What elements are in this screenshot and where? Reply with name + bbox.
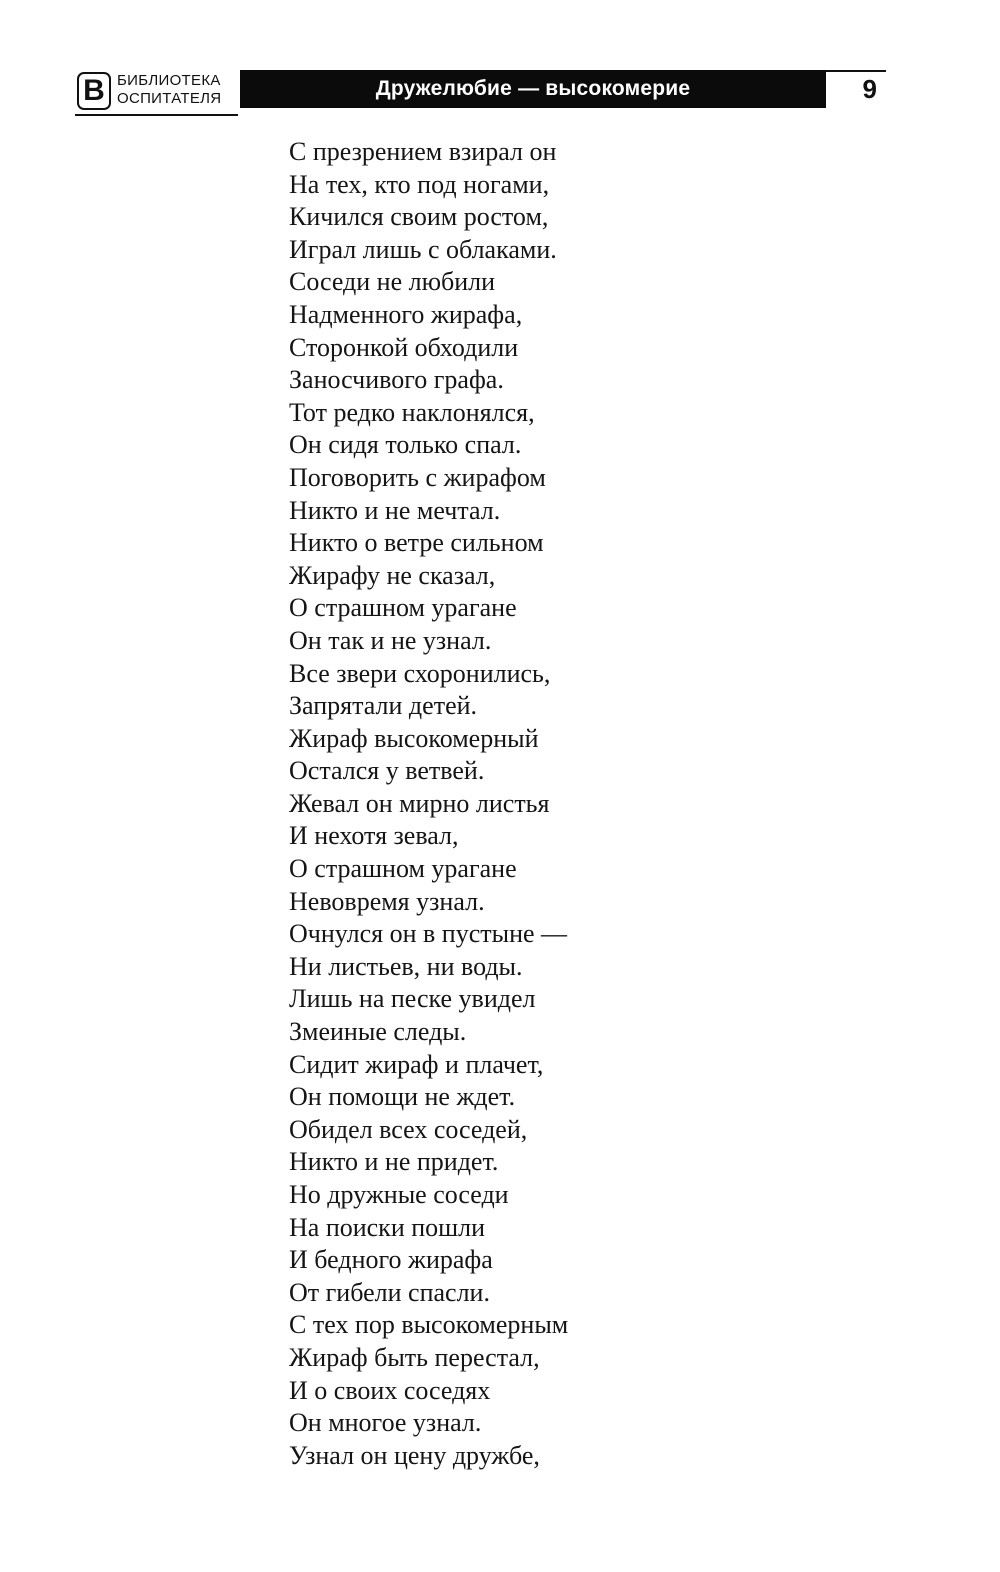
poem-line: Ни листьев, ни воды. bbox=[289, 951, 523, 981]
poem-line: Жирафу не сказал, bbox=[289, 560, 496, 590]
poem-line: Жевал он мирно листья bbox=[289, 788, 550, 818]
poem-line: Он так и не узнал. bbox=[289, 625, 492, 655]
poem-line: Но дружные соседи bbox=[289, 1180, 509, 1209]
poem-line: На тех, кто под ногами, bbox=[289, 169, 550, 199]
poem-line: Кичился своим ростом, bbox=[289, 202, 549, 232]
poem-line: Он многое узнал. bbox=[289, 1408, 482, 1438]
page-header bbox=[75, 66, 887, 118]
poem-line: Змеиные следы. bbox=[289, 1017, 467, 1047]
poem-line: Жираф быть перестал, bbox=[289, 1342, 540, 1372]
poem-line: Все звери схоронились, bbox=[289, 658, 551, 688]
poem-line: Играл лишь с облаками. bbox=[289, 234, 557, 264]
poem-line: Тот редко наклонялся, bbox=[289, 397, 535, 427]
poem-line: И о своих соседях bbox=[289, 1375, 491, 1405]
poem-line: С презрением взирал он bbox=[289, 137, 557, 166]
poem-line: О страшном урагане bbox=[289, 854, 517, 884]
poem-line: Узнал он цену дружбе, bbox=[289, 1440, 540, 1470]
poem-line: Обидел всех соседей, bbox=[289, 1114, 528, 1144]
poem-line: Поговорить с жирафом bbox=[289, 462, 546, 492]
page-number: 9 bbox=[862, 74, 877, 104]
poem-line: Никто и не мечтал. bbox=[289, 495, 501, 525]
poem-line: Сидит жираф и плачет, bbox=[289, 1049, 544, 1079]
poem-line: Сторонкой обходили bbox=[289, 332, 519, 362]
header-rule bbox=[826, 70, 886, 72]
poem-line: О страшном урагане bbox=[289, 593, 517, 623]
poem-line: На поиски пошли bbox=[289, 1212, 486, 1242]
poem-line: И нехотя зевал, bbox=[289, 821, 459, 851]
section-title: Дружелюбие — высокомерие bbox=[375, 77, 691, 100]
poem-line: Он сидя только спал. bbox=[289, 430, 522, 460]
poem-line: От гибели спасли. bbox=[289, 1277, 490, 1307]
poem-line: С тех пор высокомерным bbox=[289, 1310, 569, 1340]
logo-letter-box: В bbox=[77, 72, 111, 110]
logo-text bbox=[117, 72, 221, 108]
poem-line: Надменного жирафа, bbox=[289, 299, 523, 329]
poem-line: Он помощи не ждет. bbox=[289, 1082, 516, 1112]
poem-line: Лишь на песке увидел bbox=[289, 984, 536, 1014]
poem-line: Соседи не любили bbox=[289, 267, 496, 297]
series-logo bbox=[75, 70, 238, 116]
poem-line: Заносчивого графа. bbox=[289, 365, 504, 395]
poem-line: Никто о ветре сильном bbox=[289, 528, 544, 558]
poem-line: Остался у ветвей. bbox=[289, 756, 485, 786]
poem-line: Очнулся он в пустыне — bbox=[289, 919, 568, 949]
section-title-bar bbox=[240, 70, 826, 108]
logo-line-2: ОСПИТАТЕЛЯ bbox=[117, 90, 222, 107]
poem-line: Невовремя узнал. bbox=[289, 886, 485, 916]
poem-line: Запрятали детей. bbox=[289, 691, 478, 721]
poem-line: Никто и не придет. bbox=[289, 1147, 499, 1177]
poem-line: Жираф высокомерный bbox=[289, 723, 539, 753]
logo-line-1: БИБЛИОТЕКА bbox=[117, 72, 221, 89]
poem-body bbox=[289, 136, 749, 1472]
poem-line: И бедного жирафа bbox=[289, 1245, 493, 1275]
